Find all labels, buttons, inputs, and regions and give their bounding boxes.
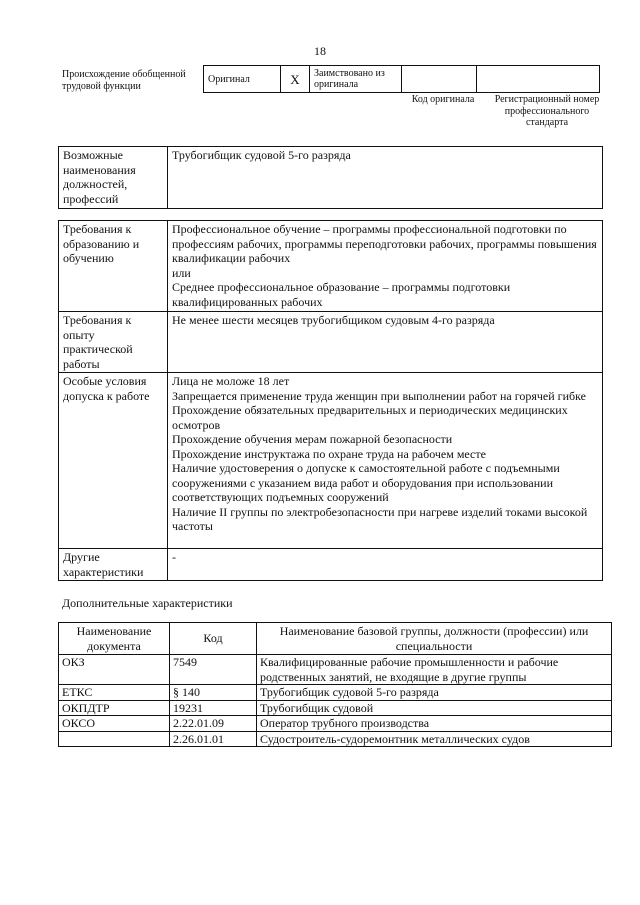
row-code: § 140 bbox=[170, 685, 257, 701]
admission-value bbox=[168, 373, 603, 549]
other-row bbox=[59, 549, 603, 581]
education-row bbox=[59, 221, 603, 312]
admission-line: Прохождение обязательных предварительных и периодических медицинских осмотров bbox=[172, 403, 568, 432]
origin-label: Происхождение обобщенной трудовой функции bbox=[62, 69, 186, 92]
requirements-table bbox=[58, 220, 603, 581]
header-document: Наименование документа bbox=[59, 623, 170, 655]
row-document: ОКПДТР bbox=[59, 700, 170, 716]
row-document: ЕТКС bbox=[59, 685, 170, 701]
original-mark: X bbox=[281, 66, 310, 93]
borrowed-cell: Заимствовано из оригинала bbox=[310, 66, 402, 93]
education-line: Профессиональное обучение – программы профессиональной подготовки по профессиям рабочих, программы переподготовки рабочих, программы повышения квалификации рабочих bbox=[172, 222, 597, 265]
row-name: Трубогибщик судовой 5-го разряда bbox=[257, 685, 612, 701]
original-cell: Оригинал bbox=[204, 66, 281, 93]
experience-line: Не менее шести месяцев трубогибщиком судовым 4-го разряда bbox=[172, 313, 495, 327]
other-label: Другие характеристики bbox=[59, 549, 168, 581]
education-value bbox=[168, 221, 603, 312]
education-line: Среднее профессиональное образование – программы подготовки квалифицированных рабочих bbox=[172, 280, 511, 309]
row-document bbox=[59, 731, 170, 747]
positions-value: Трубогибщик судовой 5-го разряда bbox=[168, 147, 603, 209]
row-name: Квалифицированные рабочие промышленности и рабочие родственных занятий, не входящие в другие группы bbox=[257, 655, 612, 685]
admission-line: Наличие II группы по электробезопасности при нагреве изделий токами высокой частоты bbox=[172, 504, 588, 533]
table-row bbox=[59, 716, 612, 732]
positions-label: Возможные наименования должностей, профессий bbox=[59, 147, 168, 209]
table-row bbox=[59, 731, 612, 747]
row-code: 19231 bbox=[170, 700, 257, 716]
table-row bbox=[59, 685, 612, 701]
experience-value bbox=[168, 312, 603, 373]
admission-line: Наличие удостоверения о допуске к самостоятельной работе с подъемными сооружениями с указанием вида работ и оборудования при использовании соответствующих подъемных сооружений bbox=[172, 461, 560, 504]
original-code-cell bbox=[402, 66, 477, 93]
row-name: Судостроитель-судоремонтник металлических судов bbox=[257, 731, 612, 747]
admission-label: Особые условия допуска к работе bbox=[59, 373, 168, 549]
row-code: 7549 bbox=[170, 655, 257, 685]
header-name: Наименование базовой группы, должности (профессии) или специальности bbox=[257, 623, 612, 655]
page-number: 18 bbox=[314, 44, 326, 58]
row-code: 2.22.01.09 bbox=[170, 716, 257, 732]
extra-table bbox=[58, 622, 612, 747]
row-code: 2.26.01.01 bbox=[170, 731, 257, 747]
education-label: Требования к образованию и обучению bbox=[59, 221, 168, 312]
origin-table bbox=[203, 65, 600, 93]
admission-line: Лица не моложе 18 лет bbox=[172, 374, 290, 388]
table-row bbox=[59, 655, 612, 685]
code-original-caption: Код оригинала bbox=[411, 94, 475, 105]
admission-line: Запрещается применение труда женщин при выполнении работ на горячей гибке bbox=[172, 388, 586, 403]
experience-label: Требования к опыту практической работы bbox=[59, 312, 168, 373]
extra-header-row bbox=[59, 623, 612, 655]
row-document: ОКСО bbox=[59, 716, 170, 732]
admission-line: Прохождение инструктажа по охране труда на рабочем месте bbox=[172, 446, 486, 461]
admission-row bbox=[59, 373, 603, 549]
experience-row bbox=[59, 312, 603, 373]
row-name: Оператор трубного производства bbox=[257, 716, 612, 732]
other-value bbox=[168, 549, 603, 581]
row-name: Трубогибщик судовой bbox=[257, 700, 612, 716]
registration-caption: Регистрационный номер профессионального стандарта bbox=[494, 94, 600, 128]
positions-table bbox=[58, 146, 603, 209]
header-code: Код bbox=[170, 623, 257, 655]
other-line: - bbox=[172, 550, 176, 564]
table-row bbox=[59, 700, 612, 716]
row-document: ОКЗ bbox=[59, 655, 170, 685]
registration-number-cell bbox=[477, 66, 600, 93]
extra-title: Дополнительные характеристики bbox=[62, 596, 233, 610]
education-line: или bbox=[172, 265, 191, 280]
admission-line: Прохождение обучения мерам пожарной безопасности bbox=[172, 432, 453, 446]
